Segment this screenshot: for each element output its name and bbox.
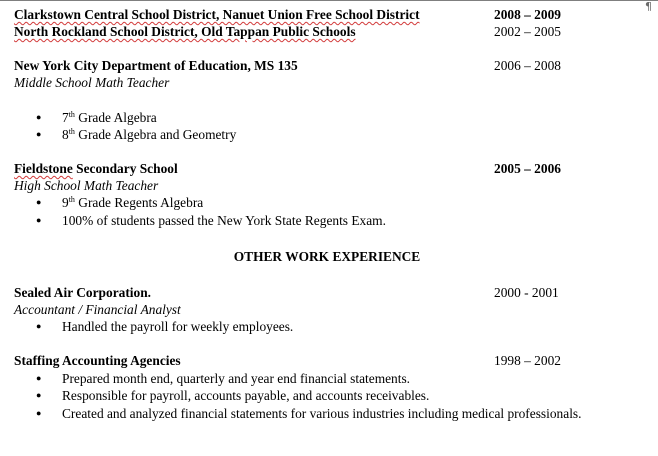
item-text: Grade Algebra	[74, 110, 157, 125]
grade-suffix: th	[68, 195, 75, 204]
fieldstone-item-1	[62, 194, 203, 211]
header-line-2-text: North Rockland School District, Old Tappan Public Schools	[14, 24, 356, 39]
other-work-experience-heading: OTHER WORK EXPERIENCE	[233, 249, 421, 264]
header-districts-line-2	[14, 23, 356, 40]
bullet-icon: ●	[36, 197, 42, 207]
sealed-air-org-name: Sealed Air Corporation.	[14, 285, 152, 300]
fieldstone-dates: 2005 – 2006	[494, 161, 561, 176]
bullet-icon: ●	[36, 373, 42, 383]
nyc-org-name: New York City Department of Education, MS 135	[14, 58, 298, 73]
bullet-icon: ●	[36, 112, 42, 122]
item-text: Grade Algebra and Geometry	[74, 127, 237, 142]
header-line-1-text: Clarkstown Central School District, Nanuet Union Free School District	[14, 7, 420, 22]
page-top-border	[0, 0, 658, 1]
paragraph-marker: ¶	[645, 0, 652, 13]
item-text: Grade Regents Algebra	[74, 195, 204, 210]
staffing-item-2: Responsible for payroll, accounts payable, and accounts receivables.	[62, 388, 430, 403]
bullet-icon: ●	[36, 321, 42, 331]
nyc-role: Middle School Math Teacher	[14, 75, 170, 90]
bullet-icon: ●	[36, 390, 42, 400]
fieldstone-item-2: 100% of students passed the New York State Regents Exam.	[62, 213, 386, 228]
grade-suffix: th	[68, 127, 75, 136]
header-line-2-dates: 2002 – 2005	[494, 24, 561, 39]
nyc-dates: 2006 – 2008	[494, 58, 561, 73]
fieldstone-org-name	[14, 160, 178, 177]
header-districts-line-1	[14, 6, 420, 23]
sealed-air-item-1: Handled the payroll for weekly employees.	[62, 319, 294, 334]
bullet-icon: ●	[36, 215, 42, 225]
bullet-icon: ●	[36, 408, 42, 418]
nyc-item-1	[62, 109, 157, 126]
fieldstone-role: High School Math Teacher	[14, 178, 159, 193]
grade-number: 8	[62, 127, 69, 142]
fieldstone-word: Fieldstone	[14, 161, 73, 176]
header-line-1-dates: 2008 – 2009	[494, 7, 561, 22]
bullet-icon: ●	[36, 129, 42, 139]
nyc-item-2	[62, 126, 236, 143]
grade-suffix: th	[68, 110, 75, 119]
staffing-org-name: Staffing Accounting Agencies	[14, 353, 181, 368]
staffing-dates: 1998 – 2002	[494, 353, 561, 368]
sealed-air-role: Accountant / Financial Analyst	[14, 302, 181, 317]
sealed-air-dates: 2000 - 2001	[494, 285, 559, 300]
fieldstone-rest: Secondary School	[72, 161, 178, 176]
grade-number: 7	[62, 110, 69, 125]
grade-number: 9	[62, 195, 69, 210]
staffing-item-1: Prepared month end, quarterly and year end financial statements.	[62, 371, 411, 386]
staffing-item-3: Created and analyzed financial statements for various industries including medical professionals.	[62, 406, 582, 421]
